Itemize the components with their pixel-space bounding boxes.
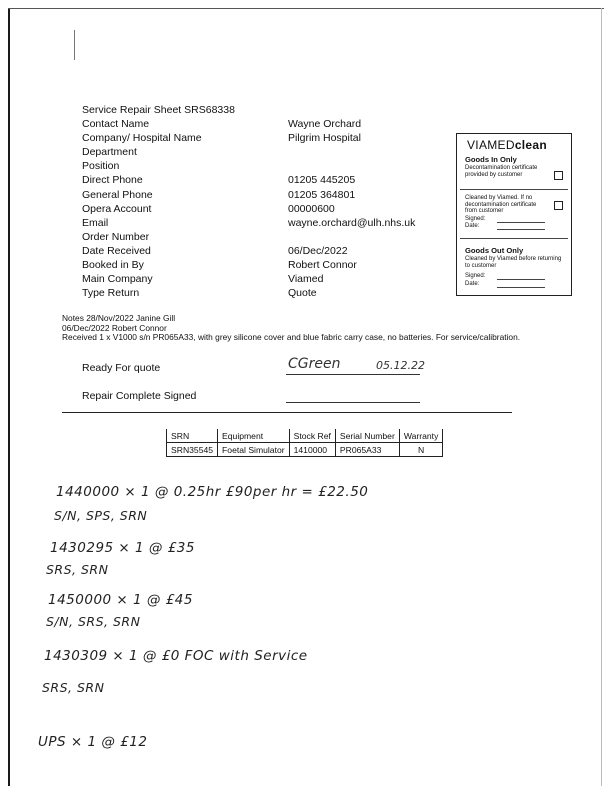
goods-out-text: Cleaned by Viamed before returning to customer	[465, 256, 562, 269]
form-row	[82, 286, 442, 300]
signed-line	[497, 222, 545, 223]
handwritten-line: UPS × 1 @ £12	[38, 734, 148, 750]
form-label: Department	[82, 146, 137, 159]
scan-mark	[74, 30, 75, 60]
form-row	[82, 244, 442, 258]
notes-line: Received 1 x V1000 s/n PR065A33, with grey silicone cover and blue fabric carry case, no batteries. For service/calibration.	[62, 332, 521, 343]
goods-in-title: Goods In Only	[465, 155, 517, 164]
form-value: 00000600	[288, 202, 335, 215]
form-value: Wayne Orchard	[288, 118, 362, 131]
box-divider	[460, 238, 568, 239]
form-row	[82, 131, 442, 145]
form-row	[82, 216, 442, 230]
form-value: 01205 364801	[288, 188, 356, 201]
notes-section	[62, 314, 592, 343]
form-value: 01205 445205	[288, 174, 356, 187]
handwritten-line: 1430309 × 1 @ £0 FOC with Service	[44, 648, 308, 664]
form-row	[82, 258, 442, 272]
repair-complete-label: Repair Complete Signed	[82, 390, 197, 402]
brand-prefix: VIAMED	[467, 138, 515, 152]
form-value: Robert Connor	[288, 259, 357, 272]
decon-checkbox[interactable]	[554, 171, 563, 180]
notes-line: Notes 28/Nov/2022 Janine Gill	[62, 313, 176, 323]
signed-label-2: Signed:	[465, 273, 486, 279]
form-row	[82, 173, 442, 187]
table-row	[167, 443, 443, 457]
form-row	[82, 159, 442, 173]
viamed-clean-box	[456, 133, 572, 296]
table-cell: PR065A33	[335, 443, 399, 457]
ready-signature-line	[286, 374, 420, 375]
form-row	[82, 230, 442, 244]
handwritten-line: 1430295 × 1 @ £35	[50, 540, 195, 556]
form-value: Pilgrim Hospital	[288, 132, 361, 145]
handwritten-line: S/N, SPS, SRN	[54, 508, 148, 523]
scan-edge-right	[601, 8, 602, 786]
table-cell: 1410000	[289, 443, 335, 457]
form-row	[82, 202, 442, 216]
handwritten-line: SRS, SRN	[46, 562, 109, 577]
form-row	[82, 145, 442, 159]
handwritten-line: S/N, SRS, SRN	[46, 614, 141, 629]
table-cell: Foetal Simulator	[218, 443, 290, 457]
form-row	[82, 188, 442, 202]
signed-label: Signed:	[465, 216, 486, 222]
date-label: Date:	[465, 223, 480, 229]
form-value: wayne.orchard@ulh.nhs.uk	[288, 216, 416, 229]
form-label: Contact Name	[82, 118, 150, 131]
cleaned-checkbox[interactable]	[554, 201, 563, 210]
section-divider	[62, 412, 512, 413]
cleaned-text: Cleaned by Viamed. If no decontamination certificate from customer	[465, 195, 537, 215]
form-row	[82, 272, 442, 286]
table-header-row	[167, 429, 443, 443]
ready-for-quote-label: Ready For quote	[82, 362, 161, 374]
decon-text: Decontamination certificate provided by customer	[465, 165, 538, 178]
form-label: Email	[82, 216, 109, 229]
handwritten-sign-date: 05.12.22	[376, 359, 425, 372]
column-header: SRN	[167, 429, 218, 443]
form-label: Direct Phone	[82, 174, 143, 187]
form-value: 06/Dec/2022	[288, 244, 348, 257]
form-row	[82, 117, 442, 131]
goods-out-title: Goods Out Only	[465, 246, 524, 255]
form-label: Main Company	[82, 273, 153, 286]
form-label: Company/ Hospital Name	[82, 132, 202, 145]
table-cell: N	[399, 443, 443, 457]
form-label: Service Repair Sheet SRS68338	[82, 104, 235, 116]
scan-edge-top	[8, 8, 604, 9]
handwritten-line: 1440000 × 1 @ 0.25hr £90per hr = £22.50	[56, 484, 369, 500]
form-value: Viamed	[288, 273, 324, 286]
column-header: Equipment	[218, 429, 290, 443]
handwritten-signature: CGreen	[288, 356, 341, 372]
form-label: Type Return	[82, 287, 140, 300]
column-header: Warranty	[399, 429, 443, 443]
date-line-2	[497, 287, 545, 288]
notes-line: 06/Dec/2022 Robert Connor	[62, 322, 167, 333]
handwritten-line: SRS, SRN	[42, 680, 105, 695]
scan-edge-left	[8, 8, 10, 786]
repair-signature-line	[286, 402, 420, 403]
date-label-2: Date:	[465, 281, 480, 287]
form-label: Opera Account	[82, 202, 152, 215]
repair-sheet-form	[82, 103, 442, 300]
form-value: Quote	[288, 287, 317, 300]
equipment-table	[166, 429, 443, 457]
form-label: General Phone	[82, 188, 153, 201]
box-divider	[460, 189, 568, 190]
form-row	[82, 103, 442, 117]
form-label: Order Number	[82, 230, 150, 243]
viamed-clean-logo	[467, 138, 547, 152]
form-label: Position	[82, 160, 120, 173]
signed-line-2	[497, 279, 545, 280]
form-label: Date Received	[82, 244, 151, 257]
column-header: Serial Number	[335, 429, 399, 443]
brand-suffix: clean	[514, 138, 547, 152]
table-cell: SRN35545	[167, 443, 218, 457]
handwritten-line: 1450000 × 1 @ £45	[48, 592, 193, 608]
date-line	[497, 229, 545, 230]
column-header: Stock Ref	[289, 429, 335, 443]
form-label: Booked in By	[82, 259, 144, 272]
